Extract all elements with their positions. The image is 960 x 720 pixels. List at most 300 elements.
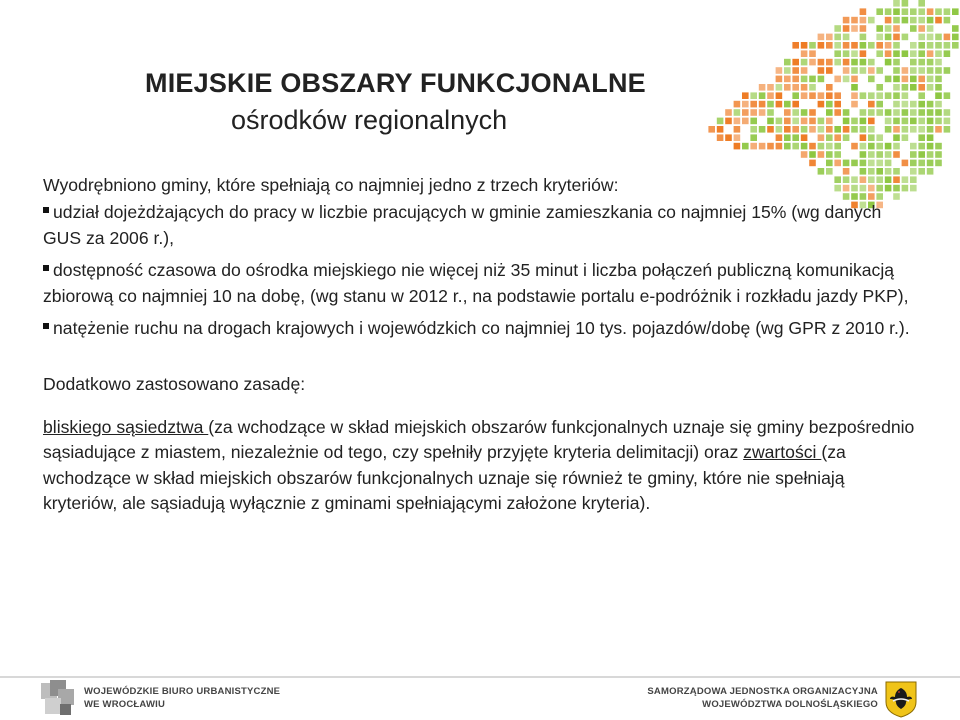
map-dot (944, 126, 951, 133)
map-dot (918, 92, 925, 99)
map-dot (902, 109, 909, 116)
map-dot (860, 92, 867, 99)
map-dot (834, 151, 841, 158)
map-dot (876, 67, 883, 74)
map-dot (927, 50, 934, 57)
map-dot (868, 42, 875, 49)
map-dot (885, 109, 892, 116)
map-dot (784, 59, 791, 66)
map-dot (826, 126, 833, 133)
map-dot (818, 76, 825, 83)
map-dot (918, 8, 925, 15)
map-dot (910, 8, 917, 15)
map-dot (893, 50, 900, 57)
map-dot (952, 42, 959, 49)
map-dot (860, 17, 867, 24)
map-dot (801, 151, 808, 158)
map-dot (826, 151, 833, 158)
map-dot (944, 118, 951, 125)
map-dot (767, 118, 774, 125)
map-dot (876, 109, 883, 116)
content-body (43, 172, 923, 534)
map-dot (818, 59, 825, 66)
map-dot (893, 126, 900, 133)
map-dot (818, 34, 825, 41)
map-dot (818, 101, 825, 108)
extra-paragraph (43, 415, 923, 517)
map-dot (927, 126, 934, 133)
map-dot (902, 76, 909, 83)
map-dot (826, 160, 833, 167)
map-dot (918, 84, 925, 91)
map-dot (860, 42, 867, 49)
map-dot (843, 42, 850, 49)
map-dot (885, 17, 892, 24)
map-dot (893, 143, 900, 150)
map-dot (742, 101, 749, 108)
extra-title: Dodatkowo zastosowano zasadę: (43, 374, 306, 394)
map-dot (784, 84, 791, 91)
map-dot (843, 67, 850, 74)
map-dot (893, 118, 900, 125)
map-dot (834, 34, 841, 41)
map-dot (944, 109, 951, 116)
criteria-list (43, 199, 923, 341)
map-dot (860, 118, 867, 125)
map-dot (809, 160, 816, 167)
map-dot (818, 67, 825, 74)
map-dot (826, 67, 833, 74)
map-dot (893, 59, 900, 66)
map-dot (792, 59, 799, 66)
map-dot (734, 143, 741, 150)
map-dot (851, 118, 858, 125)
map-dot (935, 151, 942, 158)
map-dot (834, 134, 841, 141)
map-dot (944, 8, 951, 15)
map-dot (801, 109, 808, 116)
map-dot (868, 92, 875, 99)
map-dot (826, 59, 833, 66)
map-dot (893, 151, 900, 158)
map-dot (860, 126, 867, 133)
map-dot (885, 143, 892, 150)
map-dot (843, 34, 850, 41)
map-dot (918, 101, 925, 108)
map-dot (902, 101, 909, 108)
map-dot (826, 34, 833, 41)
map-dot (935, 50, 942, 57)
map-dot (910, 84, 917, 91)
map-dot (834, 126, 841, 133)
map-dot (750, 118, 757, 125)
map-dot (860, 8, 867, 15)
map-dot (818, 134, 825, 141)
map-dot (918, 76, 925, 83)
map-dot (910, 25, 917, 32)
map-dot (893, 67, 900, 74)
map-dot (885, 118, 892, 125)
map-dot (792, 134, 799, 141)
extra-text-2: (za wchodzące w skład miejskich obszarów funkcjonalnych uznaje się również te gminy, które nie spełniają kryteriów, ale sąsiadują wyłącznie z gminami spełniającymi założone kryteria). (43, 442, 846, 514)
map-dot (860, 59, 867, 66)
map-dot (918, 67, 925, 74)
map-dot (927, 42, 934, 49)
map-dot (918, 118, 925, 125)
map-dot (834, 101, 841, 108)
map-dot (750, 143, 757, 150)
map-dot (952, 34, 959, 41)
map-dot (927, 134, 934, 141)
map-dot (826, 101, 833, 108)
map-dot (851, 25, 858, 32)
map-dot (927, 143, 934, 150)
map-dot (742, 118, 749, 125)
map-dot (893, 101, 900, 108)
map-dot (734, 126, 741, 133)
map-dot (868, 101, 875, 108)
map-dot (918, 34, 925, 41)
map-dot (776, 126, 783, 133)
map-dot (843, 134, 850, 141)
map-dot (860, 109, 867, 116)
map-dot (843, 59, 850, 66)
map-dot (868, 17, 875, 24)
map-dot (776, 101, 783, 108)
map-dot (927, 67, 934, 74)
map-dot (767, 92, 774, 99)
map-dot (826, 118, 833, 125)
map-dot (809, 118, 816, 125)
map-dot (792, 118, 799, 125)
map-dot (944, 42, 951, 49)
map-dot (902, 84, 909, 91)
map-dot (759, 84, 766, 91)
extra-text-1: (za wchodzące w skład miejskich obszarów funkcjonalnych uznaje się gminy bezpośrednio sąsiadujące z miastem, niezależnie od tego, czy spełniły przyjęte kryteria delimitacji) oraz (43, 416, 915, 463)
footer-left-label (84, 685, 280, 711)
map-dot (818, 42, 825, 49)
map-dot (918, 59, 925, 66)
map-dot (826, 92, 833, 99)
map-dot (910, 118, 917, 125)
bullet-icon (43, 323, 49, 329)
map-dot (776, 76, 783, 83)
map-dot (834, 109, 841, 116)
map-dot (944, 17, 951, 24)
map-dot (868, 109, 875, 116)
map-dot (876, 160, 883, 167)
map-dot (851, 160, 858, 167)
map-dot (717, 134, 724, 141)
map-dot (893, 84, 900, 91)
map-dot (876, 42, 883, 49)
map-dot (776, 67, 783, 74)
map-dot (876, 8, 883, 15)
map-dot (750, 126, 757, 133)
map-dot (826, 42, 833, 49)
map-dot (910, 17, 917, 24)
bureau-logo-icon (41, 680, 75, 716)
map-dot (818, 143, 825, 150)
map-dot (910, 151, 917, 158)
map-dot (826, 143, 833, 150)
map-dot (876, 101, 883, 108)
bullet-icon (43, 207, 49, 213)
map-dot (868, 151, 875, 158)
map-dot (860, 151, 867, 158)
map-dot (834, 59, 841, 66)
map-dot (885, 8, 892, 15)
map-dot (927, 34, 934, 41)
map-dot (935, 118, 942, 125)
map-dot (902, 50, 909, 57)
map-dot (801, 134, 808, 141)
map-dot (893, 42, 900, 49)
map-dot (927, 118, 934, 125)
map-dot (834, 143, 841, 150)
map-dot (851, 17, 858, 24)
map-dot (893, 109, 900, 116)
map-dot (759, 92, 766, 99)
map-dot (776, 84, 783, 91)
map-dot (767, 101, 774, 108)
map-dot (742, 92, 749, 99)
map-dot (927, 168, 934, 175)
map-dot (750, 92, 757, 99)
map-dot (725, 134, 732, 141)
map-dot (784, 109, 791, 116)
map-dot (944, 50, 951, 57)
map-dot (784, 101, 791, 108)
map-dot (826, 109, 833, 116)
map-dot (851, 76, 858, 83)
map-dot (851, 101, 858, 108)
intro-text: Wyodrębniono gminy, które spełniają co najmniej jedno z trzech kryteriów: (43, 175, 619, 195)
map-dot (717, 126, 724, 133)
map-dot (935, 42, 942, 49)
map-dot (843, 50, 850, 57)
map-dot (809, 109, 816, 116)
footer-left-line2: WE WROCŁAWIU (84, 699, 166, 710)
map-dot (902, 118, 909, 125)
map-dot (918, 143, 925, 150)
criterion-item (43, 315, 923, 341)
map-dot (902, 17, 909, 24)
map-dot (868, 118, 875, 125)
map-dot (935, 76, 942, 83)
map-dot (792, 42, 799, 49)
map-dot (885, 160, 892, 167)
map-dot (851, 42, 858, 49)
map-dot (792, 126, 799, 133)
map-dot (860, 143, 867, 150)
map-dot (767, 84, 774, 91)
map-dot (776, 118, 783, 125)
map-dot (750, 134, 757, 141)
page-title: MIEJSKIE OBSZARY FUNKCJONALNE (145, 68, 646, 98)
map-dot (843, 109, 850, 116)
map-dot (944, 92, 951, 99)
map-dot (935, 101, 942, 108)
map-dot (860, 67, 867, 74)
bullet-icon (43, 265, 49, 271)
map-dot (826, 84, 833, 91)
map-dot (750, 109, 757, 116)
map-dot (868, 76, 875, 83)
map-dot (851, 59, 858, 66)
map-dot (843, 25, 850, 32)
map-dot (826, 134, 833, 141)
map-dot (734, 134, 741, 141)
criterion-text: udział dojeżdżających do pracy w liczbie pracujących w gminie zamieszkania co najmniej 15% (wg danych GUS za 2006 r.), (43, 202, 882, 248)
map-dot (801, 59, 808, 66)
map-dot (935, 160, 942, 167)
map-dot (868, 59, 875, 66)
map-dot (910, 160, 917, 167)
map-dot (935, 109, 942, 116)
map-dot (902, 67, 909, 74)
map-dot (801, 143, 808, 150)
map-dot (860, 34, 867, 41)
map-dot (801, 92, 808, 99)
map-dot (910, 59, 917, 66)
map-dot (792, 92, 799, 99)
map-dot (927, 151, 934, 158)
map-dot (918, 17, 925, 24)
map-dot (902, 92, 909, 99)
map-dot (834, 42, 841, 49)
map-dot (818, 151, 825, 158)
map-dot (952, 8, 959, 15)
map-dot (885, 25, 892, 32)
map-dot (742, 143, 749, 150)
map-dot (935, 143, 942, 150)
map-dot (851, 92, 858, 99)
map-dot (935, 8, 942, 15)
term-compactness: zwartości (743, 442, 822, 463)
map-dot (759, 101, 766, 108)
map-dot (776, 134, 783, 141)
criterion-item (43, 199, 923, 251)
criterion-item (43, 257, 923, 309)
map-dot (885, 42, 892, 49)
map-dot (860, 160, 867, 167)
map-dot (910, 109, 917, 116)
map-dot (809, 50, 816, 57)
map-dot (851, 50, 858, 57)
map-dot (935, 17, 942, 24)
map-dot (851, 143, 858, 150)
map-dot (910, 42, 917, 49)
map-dot (868, 67, 875, 74)
map-dot (927, 101, 934, 108)
map-dot (918, 0, 925, 7)
map-dot (885, 34, 892, 41)
map-dot (910, 50, 917, 57)
map-dot (876, 151, 883, 158)
map-dot (834, 25, 841, 32)
map-dot (851, 67, 858, 74)
map-dot (860, 50, 867, 57)
map-dot (801, 67, 808, 74)
map-dot (935, 67, 942, 74)
map-dot (927, 160, 934, 167)
map-dot (759, 109, 766, 116)
criterion-text: natężenie ruchu na drogach krajowych i wojewódzkich co najmniej 10 tys. pojazdów/dobę (wg GPR z 2010 r.). (53, 318, 910, 338)
map-dot (734, 109, 741, 116)
map-dot (893, 25, 900, 32)
map-dot (902, 126, 909, 133)
map-dot (801, 50, 808, 57)
map-dot (876, 84, 883, 91)
map-dot (725, 118, 732, 125)
map-dot (868, 134, 875, 141)
map-dot (784, 126, 791, 133)
map-dot (927, 84, 934, 91)
map-dot (910, 126, 917, 133)
criterion-text: dostępność czasowa do ośrodka miejskiego nie więcej niż 35 minut i liczba połączeń publiczną komunikacją zbiorową co najmniej 10 na dobę, (wg stanu w 2012 r., na podstawie portalu e-podróżnik i rozkładu jazdy PKP), (43, 260, 909, 306)
map-dot (834, 92, 841, 99)
map-dot (927, 109, 934, 116)
map-dot (750, 101, 757, 108)
map-dot (742, 109, 749, 116)
map-dot (935, 59, 942, 66)
map-dot (918, 25, 925, 32)
map-dot (910, 67, 917, 74)
map-dot (792, 101, 799, 108)
map-dot (734, 118, 741, 125)
map-dot (792, 109, 799, 116)
map-dot (927, 17, 934, 24)
map-dot (784, 67, 791, 74)
page-subtitle: ośrodków regionalnych (231, 105, 508, 135)
map-dot (784, 143, 791, 150)
map-dot (876, 143, 883, 150)
map-dot (851, 84, 858, 91)
map-dot (809, 84, 816, 91)
map-dot (893, 92, 900, 99)
map-dot (843, 118, 850, 125)
map-dot (843, 76, 850, 83)
map-dot (918, 50, 925, 57)
map-dot (910, 101, 917, 108)
map-dot (902, 134, 909, 141)
map-dot (893, 17, 900, 24)
map-dot (734, 101, 741, 108)
map-dot (759, 143, 766, 150)
map-dot (927, 25, 934, 32)
map-dot (893, 0, 900, 7)
map-dot (792, 84, 799, 91)
map-dot (792, 67, 799, 74)
map-dot (809, 76, 816, 83)
map-dot (918, 42, 925, 49)
map-dot (792, 143, 799, 150)
map-dot (935, 34, 942, 41)
map-dot (876, 92, 883, 99)
map-dot (876, 25, 883, 32)
map-dot (759, 126, 766, 133)
map-dot (708, 126, 715, 133)
map-dot (952, 25, 959, 32)
map-dot (809, 42, 816, 49)
map-dot (868, 143, 875, 150)
map-dot (918, 160, 925, 167)
map-dot (801, 76, 808, 83)
footer-right-label (647, 685, 878, 711)
map-dot (893, 76, 900, 83)
map-dot (801, 42, 808, 49)
